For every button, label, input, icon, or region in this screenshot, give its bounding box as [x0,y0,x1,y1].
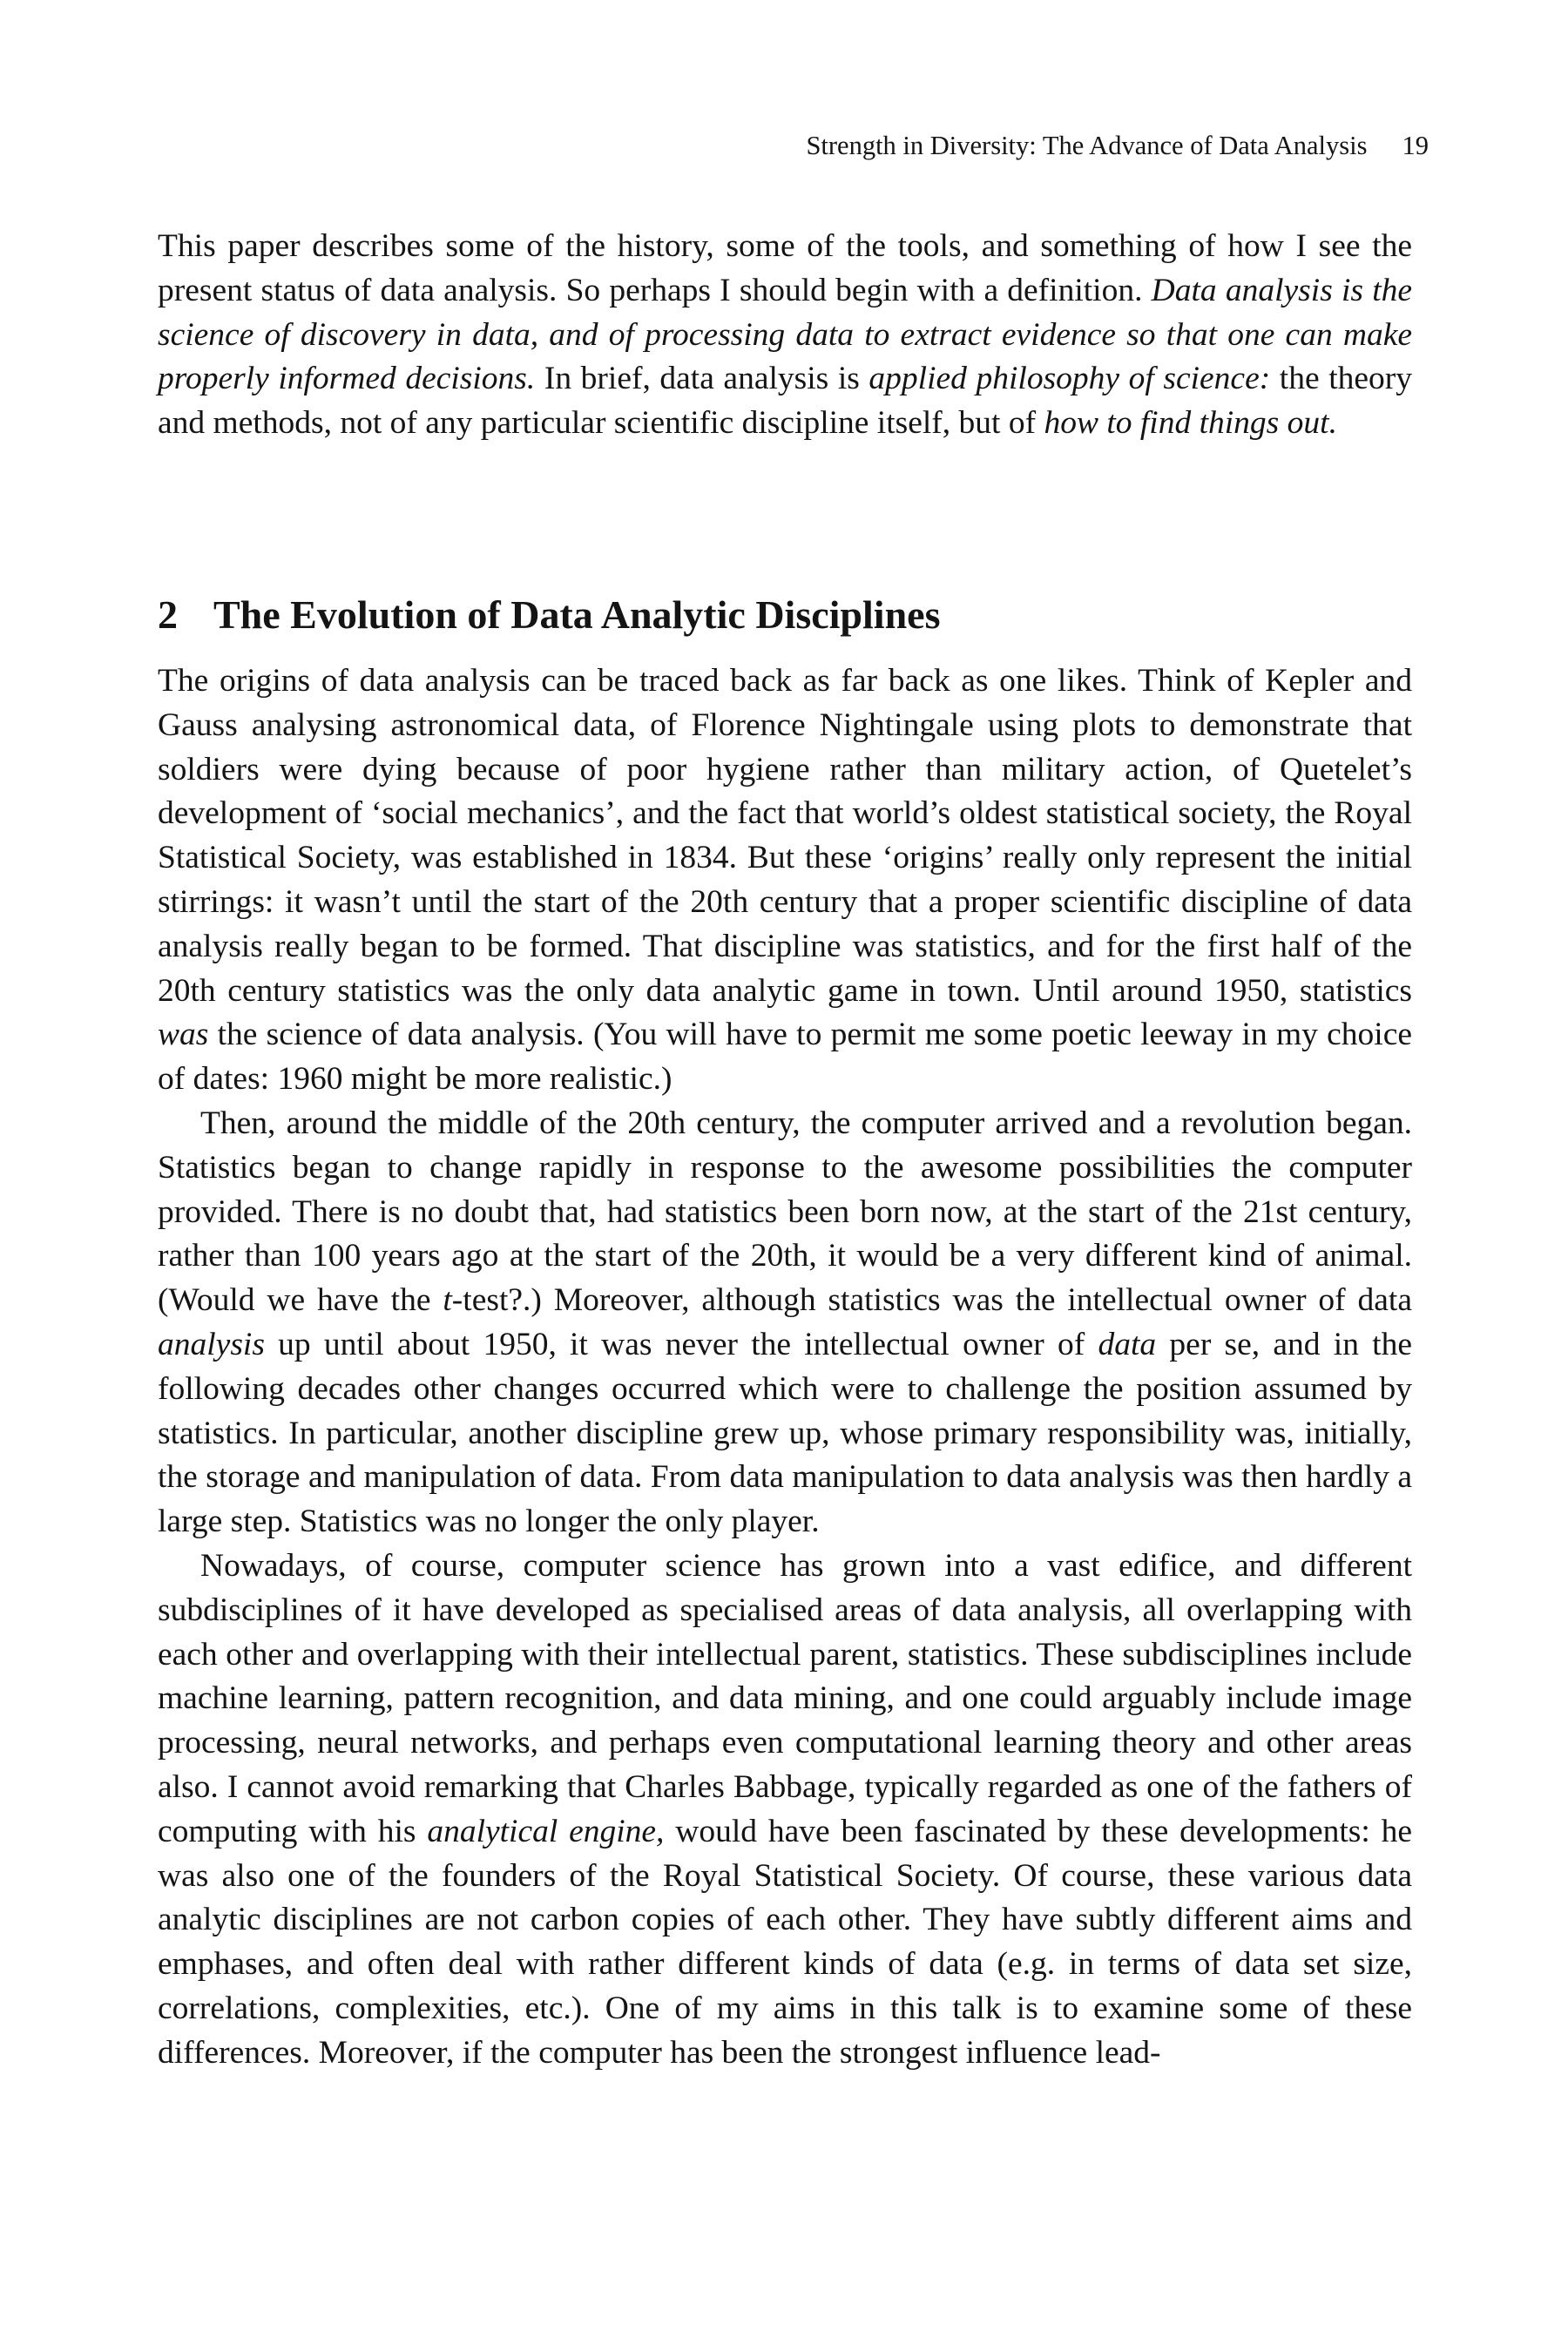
section-title: The Evolution of Data Analytic Disciplines [213,592,941,638]
paragraph-2-text-4: per se, and in the following decades other changes occurred which were to challenge the position assumed by statistics. In particular, another discipline grew up, whose primary responsibility was, initially, the storage and manipulation of data. From data manipulation to data analysis was then hardly a large step. Statistics was no longer the only player. [158,1326,1412,1540]
intro-paragraph [158,225,1412,446]
paragraph-2-italic-data: data [1098,1326,1157,1362]
paragraph-2-italic-t: t [443,1282,452,1319]
paragraph-1-text-1: The origins of data analysis can be traced back as far back as one likes. Think of Kepler and Gauss analysing astronomical data, of Florence Nightingale using plots to demonstrate that soldiers were dying because of poor hygiene rather than military action, of Quetelet’s development of ‘social mechanics’, and the fact that world’s oldest statistical society, the Royal Statistical Society, was established in 1834. But these ‘origins’ really only represent the initial stirrings: it wasn’t until the start of the 20th century that a proper scientific discipline of data analysis really began to be formed. That discipline was statistics, and for the first half of the 20th century statistics was the only data analytic game in town. Until around 1950, statistics [158,663,1412,1009]
paragraph-1 [158,659,1412,1102]
definition-italic: Data analysis is the science of discovery in data, and of processing data to extract evidence so that one can make properly informed decisions. [158,272,1413,397]
running-title: Strength in Diversity: The Advance of Data Analysis [806,131,1368,160]
intro-text-1: This paper describes some of the history, some of the tools, and something of how I see the present status of data analysis. So perhaps I should begin with a definition. [158,228,1412,308]
paragraph-2-text-1: Then, around the middle of the 20th century, the computer arrived and a revolution began. Statistics began to change rapidly in response to the awesome possibilities the computer provided. There is no doubt that, had statistics been born now, at the start of the 21st century, rather than 100 years ago at the start of the 20th, it would be a very different kind of animal. (Would we have the [158,1105,1412,1319]
paragraph-3 [158,1544,1412,2076]
applied-philosophy-italic: applied philosophy of science: [868,361,1271,397]
section-body [158,659,1412,2076]
paragraph-1-text-2: the science of data analysis. (You will have to permit me some poetic leeway in my choice of dates: 1960 might be more realistic.) [158,1017,1412,1098]
paragraph-2-italic-analysis: analysis [158,1326,265,1362]
paragraph-1-italic-was: was [158,1017,209,1053]
intro-text-3: the theory and methods, not of any particular scientific discipline itself, but of [158,361,1412,442]
section-heading [158,592,941,638]
page-number: 19 [1402,131,1429,160]
paragraph-3-text-2: would have been fascinated by these developments: he was also one of the founders of the Royal Statistical Society. Of course, these various data analytic disciplines are not carbon copies of each other. They have subtly different aims and emphases, and often deal with rather different kinds of data (e.g. in terms of data set size, correlations, complexities, etc.). One of my aims in this talk is to examine some of these differences. Moreover, if the computer has been the strongest influence lead- [158,1813,1412,2071]
paragraph-2 [158,1102,1412,1544]
section-number: 2 [158,592,178,638]
paragraph-3-italic-analytical-engine: analytical engine, [427,1813,665,1849]
find-things-out-italic: how to find things out. [1044,405,1337,442]
intro-section [158,225,1412,446]
paragraph-2-text-3: up until about 1950, it was never the intellectual owner of [264,1326,1098,1362]
paragraph-2-text-2: -test?.) Moreover, although statistics was the intellectual owner of data [451,1282,1412,1319]
running-header [806,132,1429,159]
intro-text-2: In brief, data analysis is [535,361,869,397]
paragraph-3-text-1: Nowadays, of course, computer science has grown into a vast edifice, and different subdisciplines of it have developed as specialised areas of data analysis, all overlapping with each other and overlapping with their intellectual parent, statistics. These subdisciplines include machine learning, pattern recognition, and data mining, and one could arguably include image processing, neural networks, and perhaps even computational learning theory and other areas also. I cannot avoid remarking that Charles Babbage, typically regarded as one of the fathers of computing with his [158,1547,1412,1849]
